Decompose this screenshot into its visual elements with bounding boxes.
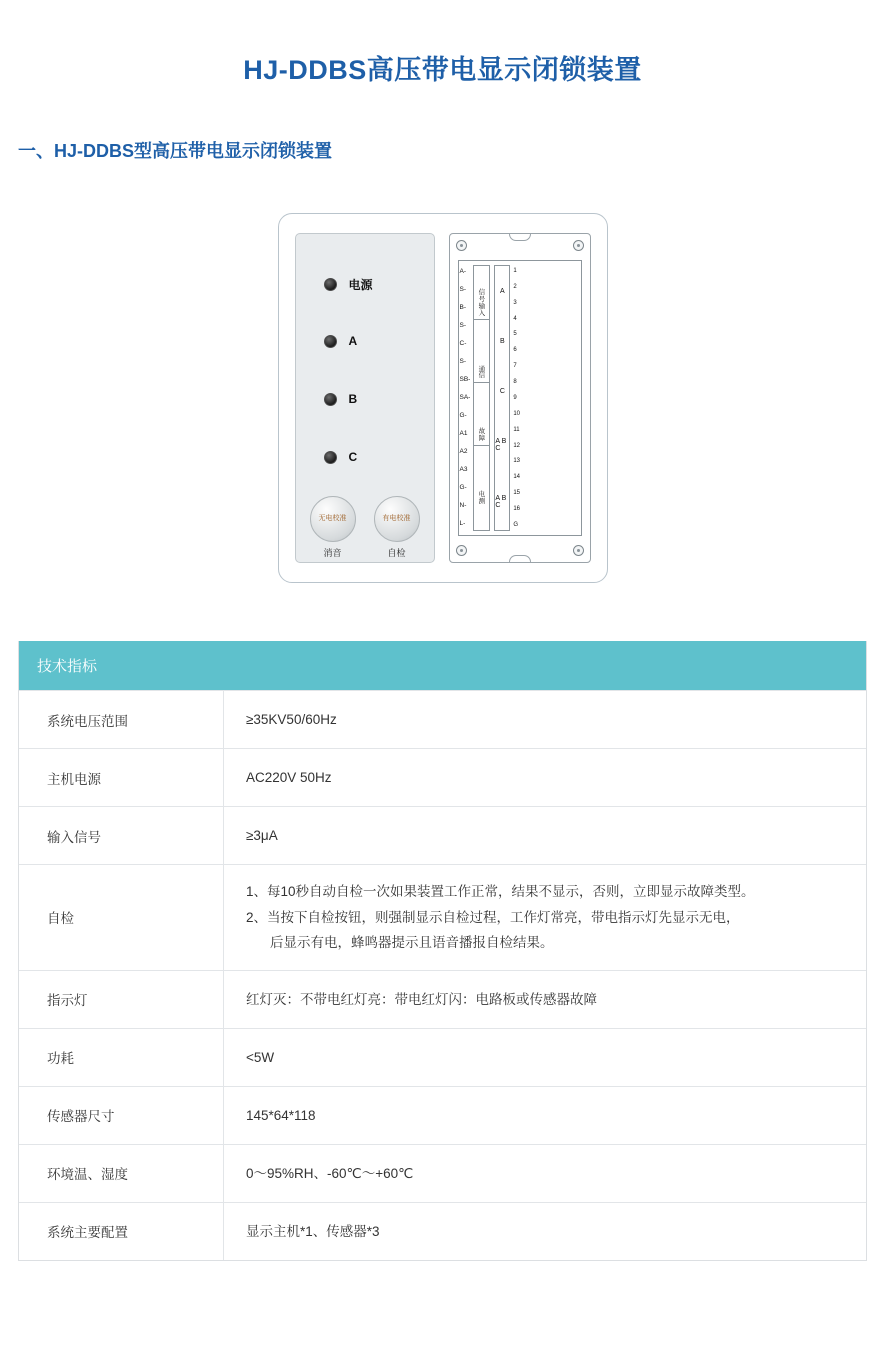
phase-label: C: [499, 387, 505, 395]
indicator-label: A: [348, 334, 358, 348]
terminal-label: S-: [459, 285, 466, 293]
led-indicator-icon: [324, 335, 337, 348]
phase-label: A B C: [495, 494, 507, 509]
terminal-number: 14: [513, 474, 521, 481]
table-row: [19, 1028, 866, 1086]
table-row: [19, 1086, 866, 1144]
phase-label: B: [500, 337, 505, 345]
right-terminal-list: [512, 261, 521, 535]
terminal-label: N-: [459, 501, 467, 509]
mute-button[interactable]: 无电校准: [310, 496, 356, 542]
terminal-number: 13: [513, 458, 521, 465]
spec-value-line: <5W: [246, 1049, 275, 1065]
spec-value-line: AC220V 50Hz: [246, 769, 332, 785]
spec-value-line: 145*64*118: [246, 1107, 316, 1123]
indicator-phase-b: [324, 392, 358, 406]
spec-value-line: 红灯灭：不带电红灯亮：带电红灯闪：电路板或传感器故障: [246, 991, 597, 1007]
spec-value: [224, 1087, 866, 1144]
spec-key: 输入信号: [19, 807, 224, 864]
terminal-label: G-: [459, 483, 467, 491]
terminal-label: A1: [459, 429, 468, 437]
terminal-number: 5: [513, 331, 517, 338]
indicator-power: [324, 276, 373, 293]
device-back-panel: [449, 233, 591, 563]
spec-key: 功耗: [19, 1029, 224, 1086]
terminal-label: SA-: [459, 393, 471, 401]
table-row: [19, 864, 866, 970]
function-block-column: [473, 265, 490, 531]
terminal-label: A3: [459, 465, 468, 473]
spec-value-line: 1、每10秒自动自检一次如果装置工作正常，结果不显示，否则，立即显示故障类型。: [246, 884, 755, 899]
phase-label: A B C: [495, 437, 507, 452]
notch-icon: [509, 234, 531, 241]
table-row: [19, 1202, 866, 1260]
terminal-label: L-: [459, 519, 466, 527]
terminal-label: B-: [459, 303, 466, 311]
spec-value: [224, 691, 866, 748]
device-front-panel: [295, 233, 435, 563]
terminal-number: 6: [513, 347, 517, 354]
indicator-label: B: [348, 392, 358, 406]
spec-key: 系统电压范围: [19, 691, 224, 748]
function-block-fault: 故 障: [474, 427, 489, 446]
terminal-number: 9: [513, 394, 517, 401]
terminal-number: 1: [513, 267, 517, 274]
left-terminal-list: [459, 261, 472, 535]
led-indicator-icon: [324, 278, 337, 291]
notch-icon: [509, 555, 531, 562]
terminal-number: 4: [513, 315, 517, 322]
indicator-label: 电源: [348, 278, 373, 292]
function-block-signal-input: 信 号 输 入: [474, 288, 489, 320]
table-row: [19, 806, 866, 864]
screw-icon: [456, 240, 467, 251]
phase-label: A: [500, 287, 505, 295]
terminal-label: G-: [459, 411, 467, 419]
terminal-label: SB-: [459, 375, 471, 383]
spec-table: [18, 641, 867, 1261]
terminal-number: 11: [513, 426, 520, 433]
page-title: HJ-DDBS高压带电显示闭锁装置: [243, 55, 642, 85]
terminal-number: 12: [513, 442, 521, 449]
screw-icon: [573, 545, 584, 556]
led-indicator-icon: [324, 451, 337, 464]
terminal-number: 10: [513, 410, 521, 417]
spec-table-header: 技术指标: [19, 641, 866, 690]
table-row: [19, 970, 866, 1028]
screw-icon: [456, 545, 467, 556]
terminal-label: S-: [459, 321, 466, 329]
selftest-button[interactable]: 有电校准: [374, 496, 420, 542]
function-block-communication: 通 信: [474, 365, 489, 384]
screw-icon: [573, 240, 584, 251]
terminal-label: C-: [459, 339, 467, 347]
spec-value-line: 2、当按下自检按钮，则强制显示自检过程，工作灯常亮，带电指示灯先显示无电，: [246, 909, 740, 925]
spec-value: [224, 865, 866, 970]
terminal-number: 8: [513, 379, 517, 386]
function-block-measure: 电 测: [478, 491, 486, 506]
led-indicator-icon: [324, 393, 337, 406]
mute-button-caption: 消音: [323, 548, 342, 558]
spec-value: [224, 1203, 866, 1260]
terminal-number: G: [513, 521, 519, 528]
terminal-label: S-: [459, 357, 466, 365]
terminal-number: 2: [513, 283, 517, 290]
spec-value: [224, 1145, 866, 1202]
terminal-label: A2: [459, 447, 468, 455]
spec-key: 自检: [19, 865, 224, 970]
indicator-label: C: [348, 450, 358, 464]
terminal-number: 15: [513, 490, 521, 497]
device-frame: [278, 213, 608, 583]
selftest-button-caption: 自检: [387, 548, 406, 558]
indicator-phase-c: [324, 450, 358, 464]
terminal-label: A-: [459, 267, 466, 275]
spec-key: 指示灯: [19, 971, 224, 1028]
spec-key: 环境温、湿度: [19, 1145, 224, 1202]
spec-value: [224, 749, 866, 806]
phase-block-column: [494, 265, 510, 531]
indicator-phase-a: [324, 334, 358, 348]
table-row: [19, 748, 866, 806]
terminal-number: 16: [513, 506, 521, 513]
section-heading: 一、HJ-DDBS型高压带电显示闭锁装置: [18, 141, 333, 161]
terminal-number: 7: [513, 363, 517, 370]
spec-value-line: 0～95%RH、-60℃～+60℃: [246, 1165, 414, 1181]
spec-value-line: 后显示有电，蜂鸣器提示且语音播报自检结果。: [270, 935, 554, 951]
table-row: [19, 690, 866, 748]
spec-value-line: ≥35KV50/60Hz: [246, 711, 337, 727]
spec-value: [224, 1029, 866, 1086]
back-panel-terminal-area: [458, 260, 582, 536]
table-row: [19, 1144, 866, 1202]
product-illustration: [0, 213, 885, 583]
spec-key: 传感器尺寸: [19, 1087, 224, 1144]
spec-key: 系统主要配置: [19, 1203, 224, 1260]
terminal-number: 3: [513, 299, 517, 306]
spec-key: 主机电源: [19, 749, 224, 806]
spec-value-line: ≥3μA: [246, 827, 278, 843]
spec-value-line: 显示主机*1、传感器*3: [246, 1223, 380, 1239]
spec-value: [224, 971, 866, 1028]
spec-value: [224, 807, 866, 864]
